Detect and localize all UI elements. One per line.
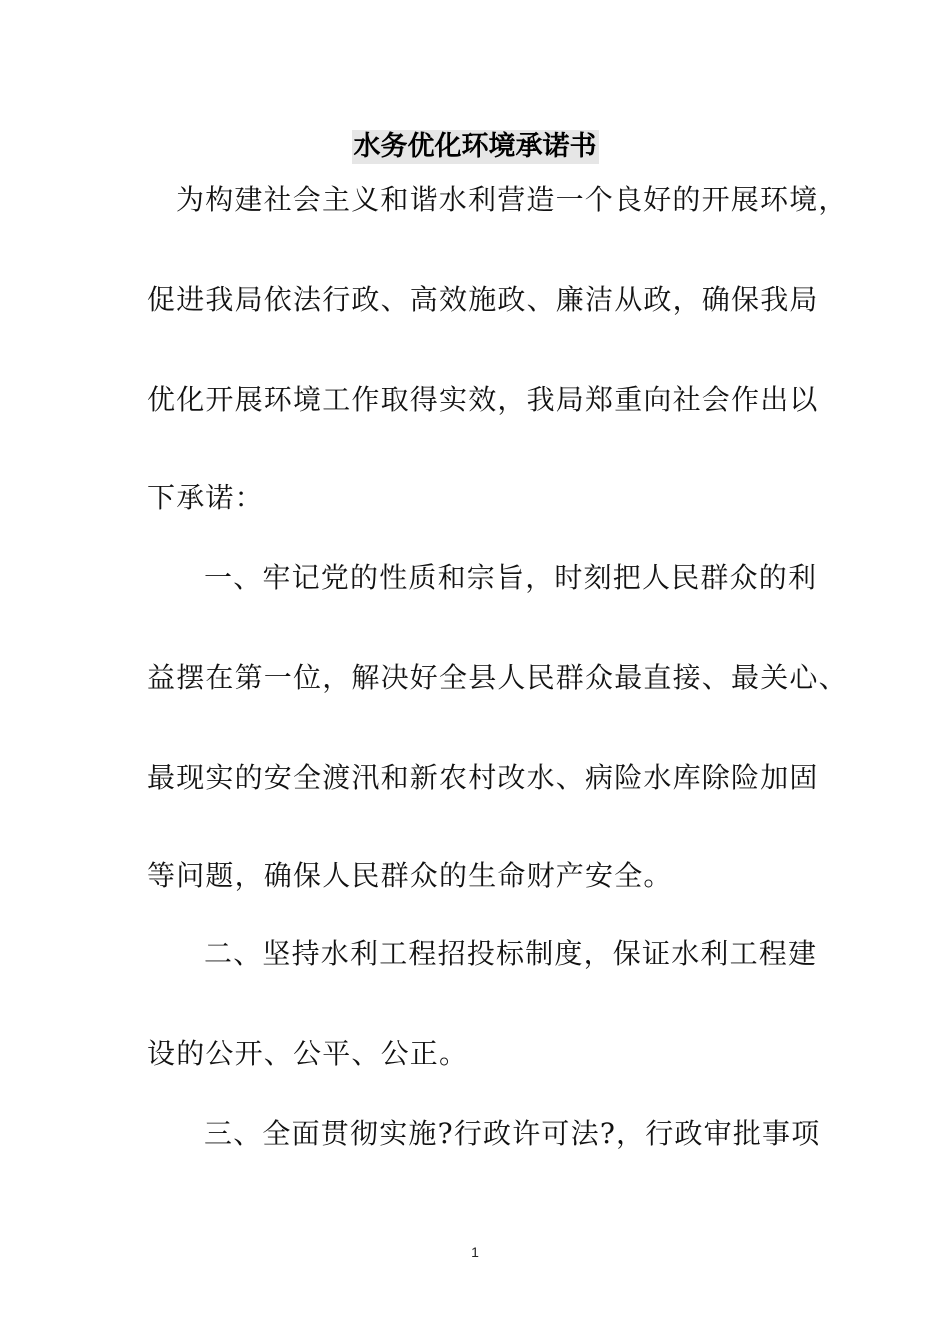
document-title — [0, 130, 950, 170]
paragraph-line: 为构建社会主义和谐水利营造一个良好的开展环境， — [176, 183, 848, 216]
paragraph-line: 三、全面贯彻实施?行政许可法?，行政审批事项 — [204, 1117, 821, 1150]
paragraph-line: 促进我局依法行政、高效施政、廉洁从政，确保我局 — [147, 283, 819, 316]
paragraph-line: 下承诺： — [147, 481, 264, 514]
paragraph-line: 设的公开、公平、公正。 — [147, 1037, 469, 1070]
paragraph-line: 优化开展环境工作取得实效，我局郑重向社会作出以 — [147, 383, 819, 416]
paragraph-line: 二、坚持水利工程招投标制度，保证水利工程建 — [204, 937, 818, 970]
paragraph-line: 等问题，确保人民群众的生命财产安全。 — [147, 859, 673, 892]
paragraph-line: 一、牢记党的性质和宗旨，时刻把人民群众的利 — [204, 561, 818, 594]
document-title-text: 水务优化环境承诺书 — [353, 131, 597, 162]
paragraph-line: 最现实的安全渡汛和新农村改水、病险水库除险加固 — [147, 761, 819, 794]
paragraph-line: 益摆在第一位，解决好全县人民群众最直接、最关心、 — [147, 661, 848, 694]
page-number: 1 — [471, 1244, 479, 1260]
